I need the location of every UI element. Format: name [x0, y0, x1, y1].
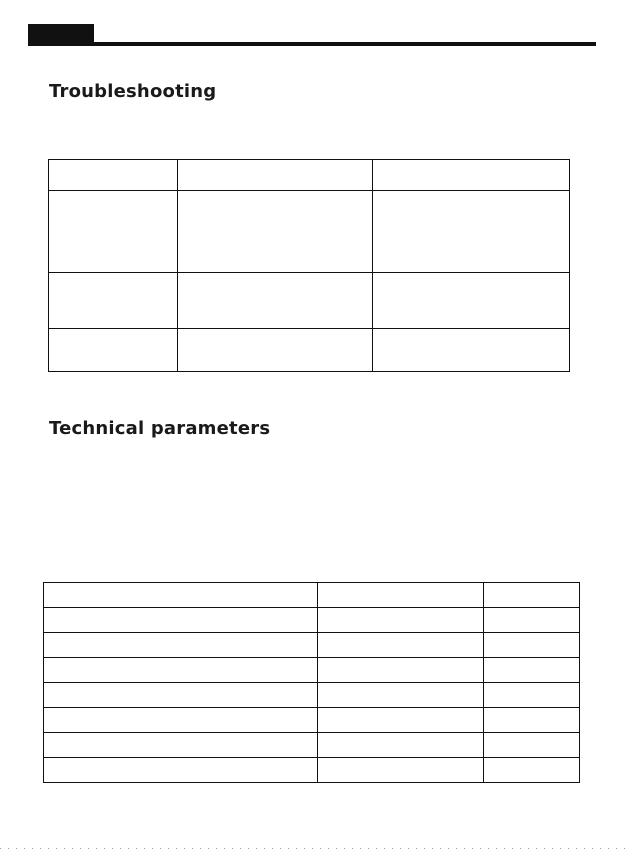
table-cell — [318, 708, 484, 733]
table-cell — [178, 160, 373, 191]
table-row — [49, 273, 570, 329]
table-cell — [484, 733, 580, 758]
table-header-row — [44, 583, 580, 608]
table-cell — [44, 633, 318, 658]
table-cell — [44, 683, 318, 708]
table-cell — [373, 329, 570, 372]
table-cell — [318, 633, 484, 658]
table-row — [44, 683, 580, 708]
table-cell — [49, 329, 178, 372]
table-row — [44, 708, 580, 733]
table-cell — [49, 160, 178, 191]
bottom-dotted-edge — [0, 848, 625, 849]
table-cell — [484, 758, 580, 783]
table-cell — [373, 191, 570, 273]
table-row — [44, 608, 580, 633]
table-cell — [44, 758, 318, 783]
table-row — [44, 733, 580, 758]
table-cell — [44, 583, 318, 608]
table-cell — [178, 191, 373, 273]
header-rule — [28, 42, 596, 46]
table-row — [44, 658, 580, 683]
table-cell — [178, 273, 373, 329]
parameters-table — [43, 582, 580, 783]
header-tab — [28, 24, 94, 44]
table-cell — [49, 191, 178, 273]
table-cell — [318, 733, 484, 758]
table-cell — [484, 708, 580, 733]
table-row — [44, 633, 580, 658]
table-cell — [49, 273, 178, 329]
table-cell — [178, 329, 373, 372]
troubleshooting-table — [48, 159, 570, 372]
table-cell — [318, 658, 484, 683]
table-row — [49, 329, 570, 372]
table-header-row — [49, 160, 570, 191]
table-cell — [44, 733, 318, 758]
table-cell — [318, 608, 484, 633]
table-cell — [484, 633, 580, 658]
table-cell — [318, 683, 484, 708]
table-cell — [44, 658, 318, 683]
troubleshooting-heading: Troubleshooting — [49, 81, 217, 102]
table-cell — [373, 160, 570, 191]
technical-parameters-heading: Technical parameters — [49, 418, 271, 439]
table-row — [44, 758, 580, 783]
table-cell — [484, 583, 580, 608]
table-cell — [44, 608, 318, 633]
table-cell — [44, 708, 318, 733]
table-cell — [484, 608, 580, 633]
table-cell — [484, 683, 580, 708]
table-cell — [373, 273, 570, 329]
table-cell — [484, 658, 580, 683]
table-cell — [318, 583, 484, 608]
table-cell — [318, 758, 484, 783]
table-row — [49, 191, 570, 273]
